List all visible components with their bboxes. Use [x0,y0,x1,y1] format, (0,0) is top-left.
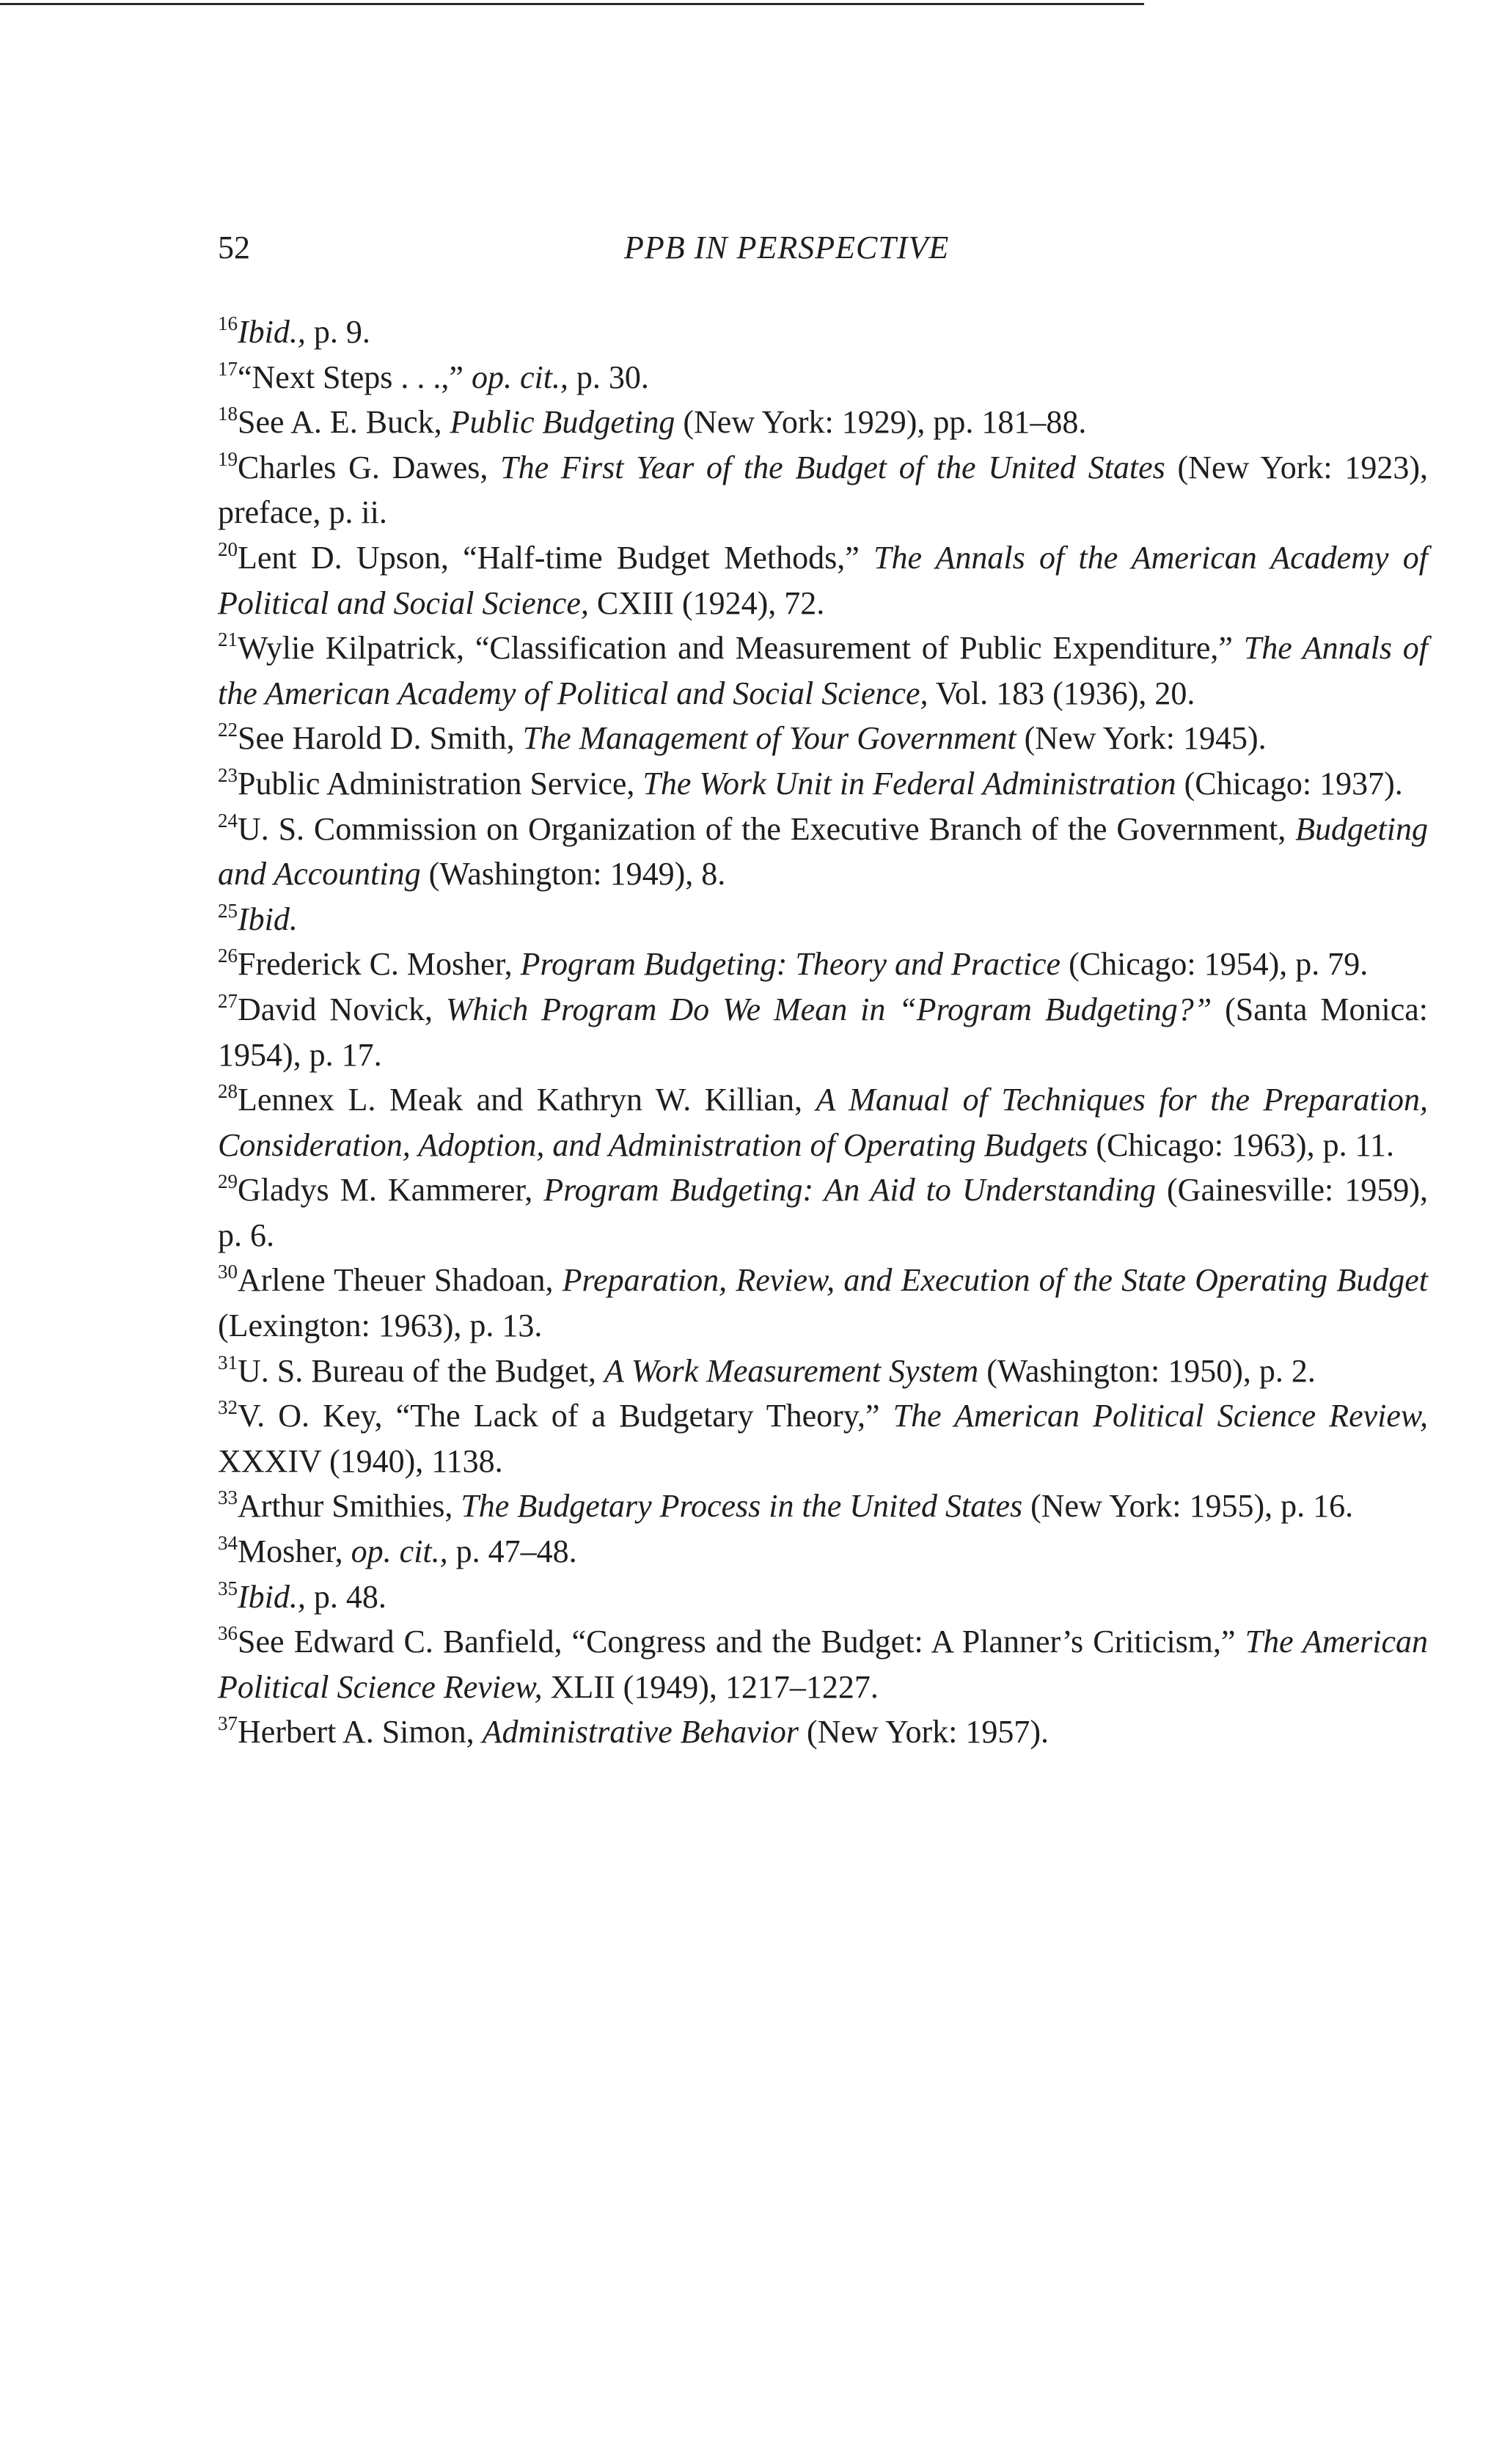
footnote-text: U. S. Bureau of the Budget, [238,1352,604,1389]
footnote-33 [218,1484,1428,1529]
footnote-number: 17 [218,357,238,380]
footnote-text: (Washington: 1949), 8. [420,856,726,892]
footnote-number: 21 [218,628,238,651]
footnote-text: (New York: 1929), pp. 181–88. [675,404,1087,441]
running-head [218,226,1428,270]
footnote-text: See Harold D. Smith, [238,720,523,757]
footnote-text: V. O. Key, “The Lack of a Budgetary Theory,” [238,1398,893,1434]
footnote-number: 36 [218,1622,238,1645]
footnote-italic-text: Budgeting and Accounting [218,810,1428,892]
footnote-text: Public Administration Service, [238,765,643,802]
footnote-text: XLII (1949), 1217–1227. [542,1668,879,1705]
footnote-31 [218,1349,1428,1394]
footnote-text: (Chicago: 1937). [1176,765,1403,802]
footnote-italic-text: Ibid. [238,901,298,937]
footnote-text: (Chicago: 1963), p. 11. [1088,1126,1394,1163]
footnote-16 [218,309,1428,355]
footnote-list [218,309,1428,1755]
footnote-29 [218,1167,1428,1258]
footnote-italic-text: Public Budgeting [450,404,675,441]
footnote-text: Frederick C. Mosher, [238,946,521,983]
footnote-35 [218,1574,1428,1620]
footnote-21 [218,626,1428,716]
footnote-text: Arlene Theuer Shadoan, [238,1262,563,1299]
footnote-text: Mosher, [238,1533,351,1570]
footnote-25 [218,897,1428,942]
footnote-30 [218,1258,1428,1348]
footnote-italic-text: A Manual of Techniques for the Preparation, Consideration, Adoption, and Administration of Operating Budgets [218,1082,1429,1163]
footnote-18 [218,400,1428,445]
footnote-22 [218,716,1428,761]
footnote-24 [218,807,1428,897]
footnote-text: (New York: 1955), p. 16. [1022,1488,1354,1525]
footnote-text: (Gainesville: 1959), p. 6. [218,1172,1428,1253]
footnote-number: 20 [218,538,238,560]
footnote-text: Charles G. Dawes, [238,449,501,485]
footnote-italic-text: Ibid., [238,314,306,350]
footnote-number: 16 [218,312,238,334]
footnote-text: Wylie Kilpatrick, “Classification and Measurement of Public Expenditure,” [238,630,1244,667]
footnote-32 [218,1393,1428,1484]
footnote-number: 18 [218,403,238,425]
footnote-text: CXIII (1924), 72. [588,584,825,621]
footnote-number: 25 [218,899,238,922]
footnote-text: See A. E. Buck, [238,404,450,441]
footnote-number: 34 [218,1532,238,1555]
footnote-number: 37 [218,1712,238,1735]
footnote-text: (New York: 1957). [799,1714,1049,1750]
footnote-37 [218,1709,1428,1755]
footnote-text: p. 48. [305,1578,387,1615]
footnote-text: p. 47–48. [447,1533,577,1570]
footnote-number: 22 [218,719,238,741]
footnote-text: Herbert A. Simon, [238,1714,483,1750]
footnote-text: Vol. 183 (1936), 20. [928,675,1195,711]
footnote-36 [218,1619,1428,1709]
footnote-italic-text: The Annals of the American Academy of Political and Social Science, [218,539,1428,621]
footnote-text: U. S. Commission on Organization of the Executive Branch of the Government, [238,810,1296,847]
footnote-number: 31 [218,1351,238,1374]
footnote-text: Gladys M. Kammerer, [238,1172,544,1209]
footnote-text: (Washington: 1950), p. 2. [978,1352,1316,1389]
footnote-italic-text: The Work Unit in Federal Administration [642,765,1176,802]
running-title: PPB IN PERSPECTIVE [624,230,950,265]
footnote-italic-text: Which Program Do We Mean in “Program Budgeting?” [445,991,1212,1027]
footnote-text: (New York: 1945). [1016,720,1267,757]
footnote-italic-text: The American Political Science Review, [893,1398,1429,1434]
top-rule [0,3,1144,5]
footnote-26 [218,942,1428,987]
footnote-italic-text: Ibid., [238,1578,306,1615]
footnote-number: 24 [218,809,238,832]
footnote-27 [218,987,1428,1077]
footnote-italic-text: The American Political Science Review, [218,1624,1429,1705]
footnote-text: (Lexington: 1963), p. 13. [218,1308,543,1344]
footnote-italic-text: A Work Measurement System [604,1352,979,1389]
footnote-italic-text: Administrative Behavior [482,1714,799,1750]
footnote-34 [218,1529,1428,1574]
footnote-number: 33 [218,1486,238,1509]
footnote-19 [218,445,1428,535]
footnote-italic-text: Preparation, Review, and Execution of the State Operating Budget [562,1262,1428,1299]
footnote-text: David Novick, [238,991,446,1027]
footnote-number: 23 [218,763,238,786]
footnote-text: p. 30. [568,359,649,395]
footnote-23 [218,761,1428,807]
footnote-text: (Chicago: 1954), p. 79. [1060,946,1369,983]
footnote-text: Arthur Smithies, [238,1488,461,1525]
footnote-20 [218,535,1428,626]
footnote-28 [218,1077,1428,1167]
footnote-italic-text: The First Year of the Budget of the United States [500,449,1165,485]
footnote-text: (Santa Monica: 1954), p. 17. [218,991,1429,1073]
footnote-number: 30 [218,1261,238,1283]
footnote-italic-text: Program Budgeting: Theory and Practice [520,946,1061,983]
footnote-text: Lent D. Upson, “Half-time Budget Methods,” [238,539,874,576]
page-number: 52 [218,230,250,265]
footnote-text: XXXIV (1940), 1138. [218,1442,503,1479]
footnote-text: “Next Steps . . .,” [238,359,472,395]
footnote-17 [218,355,1428,400]
footnote-text: Lennex L. Meak and Kathryn W. Killian, [238,1082,816,1118]
footnote-number: 26 [218,945,238,967]
footnote-italic-text: The Budgetary Process in the United States [461,1488,1023,1525]
footnote-text: (New York: 1923), preface, p. ii. [218,449,1428,531]
footnote-number: 29 [218,1170,238,1193]
footnote-italic-text: op. cit., [351,1533,448,1570]
footnote-italic-text: The Management of Your Government [522,720,1016,757]
footnote-italic-text: The Annals of the American Academy of Political and Social Science, [218,630,1428,711]
footnote-text: p. 9. [305,314,370,350]
footnote-number: 27 [218,989,238,1012]
footnote-number: 35 [218,1577,238,1599]
footnote-number: 19 [218,447,238,470]
footnote-number: 32 [218,1396,238,1419]
footnote-number: 28 [218,1080,238,1103]
footnote-text: See Edward C. Banfield, “Congress and the Budget: A Planner’s Criticism,” [238,1624,1245,1660]
footnote-italic-text: op. cit., [471,359,568,395]
footnote-italic-text: Program Budgeting: An Aid to Understanding [543,1172,1156,1209]
